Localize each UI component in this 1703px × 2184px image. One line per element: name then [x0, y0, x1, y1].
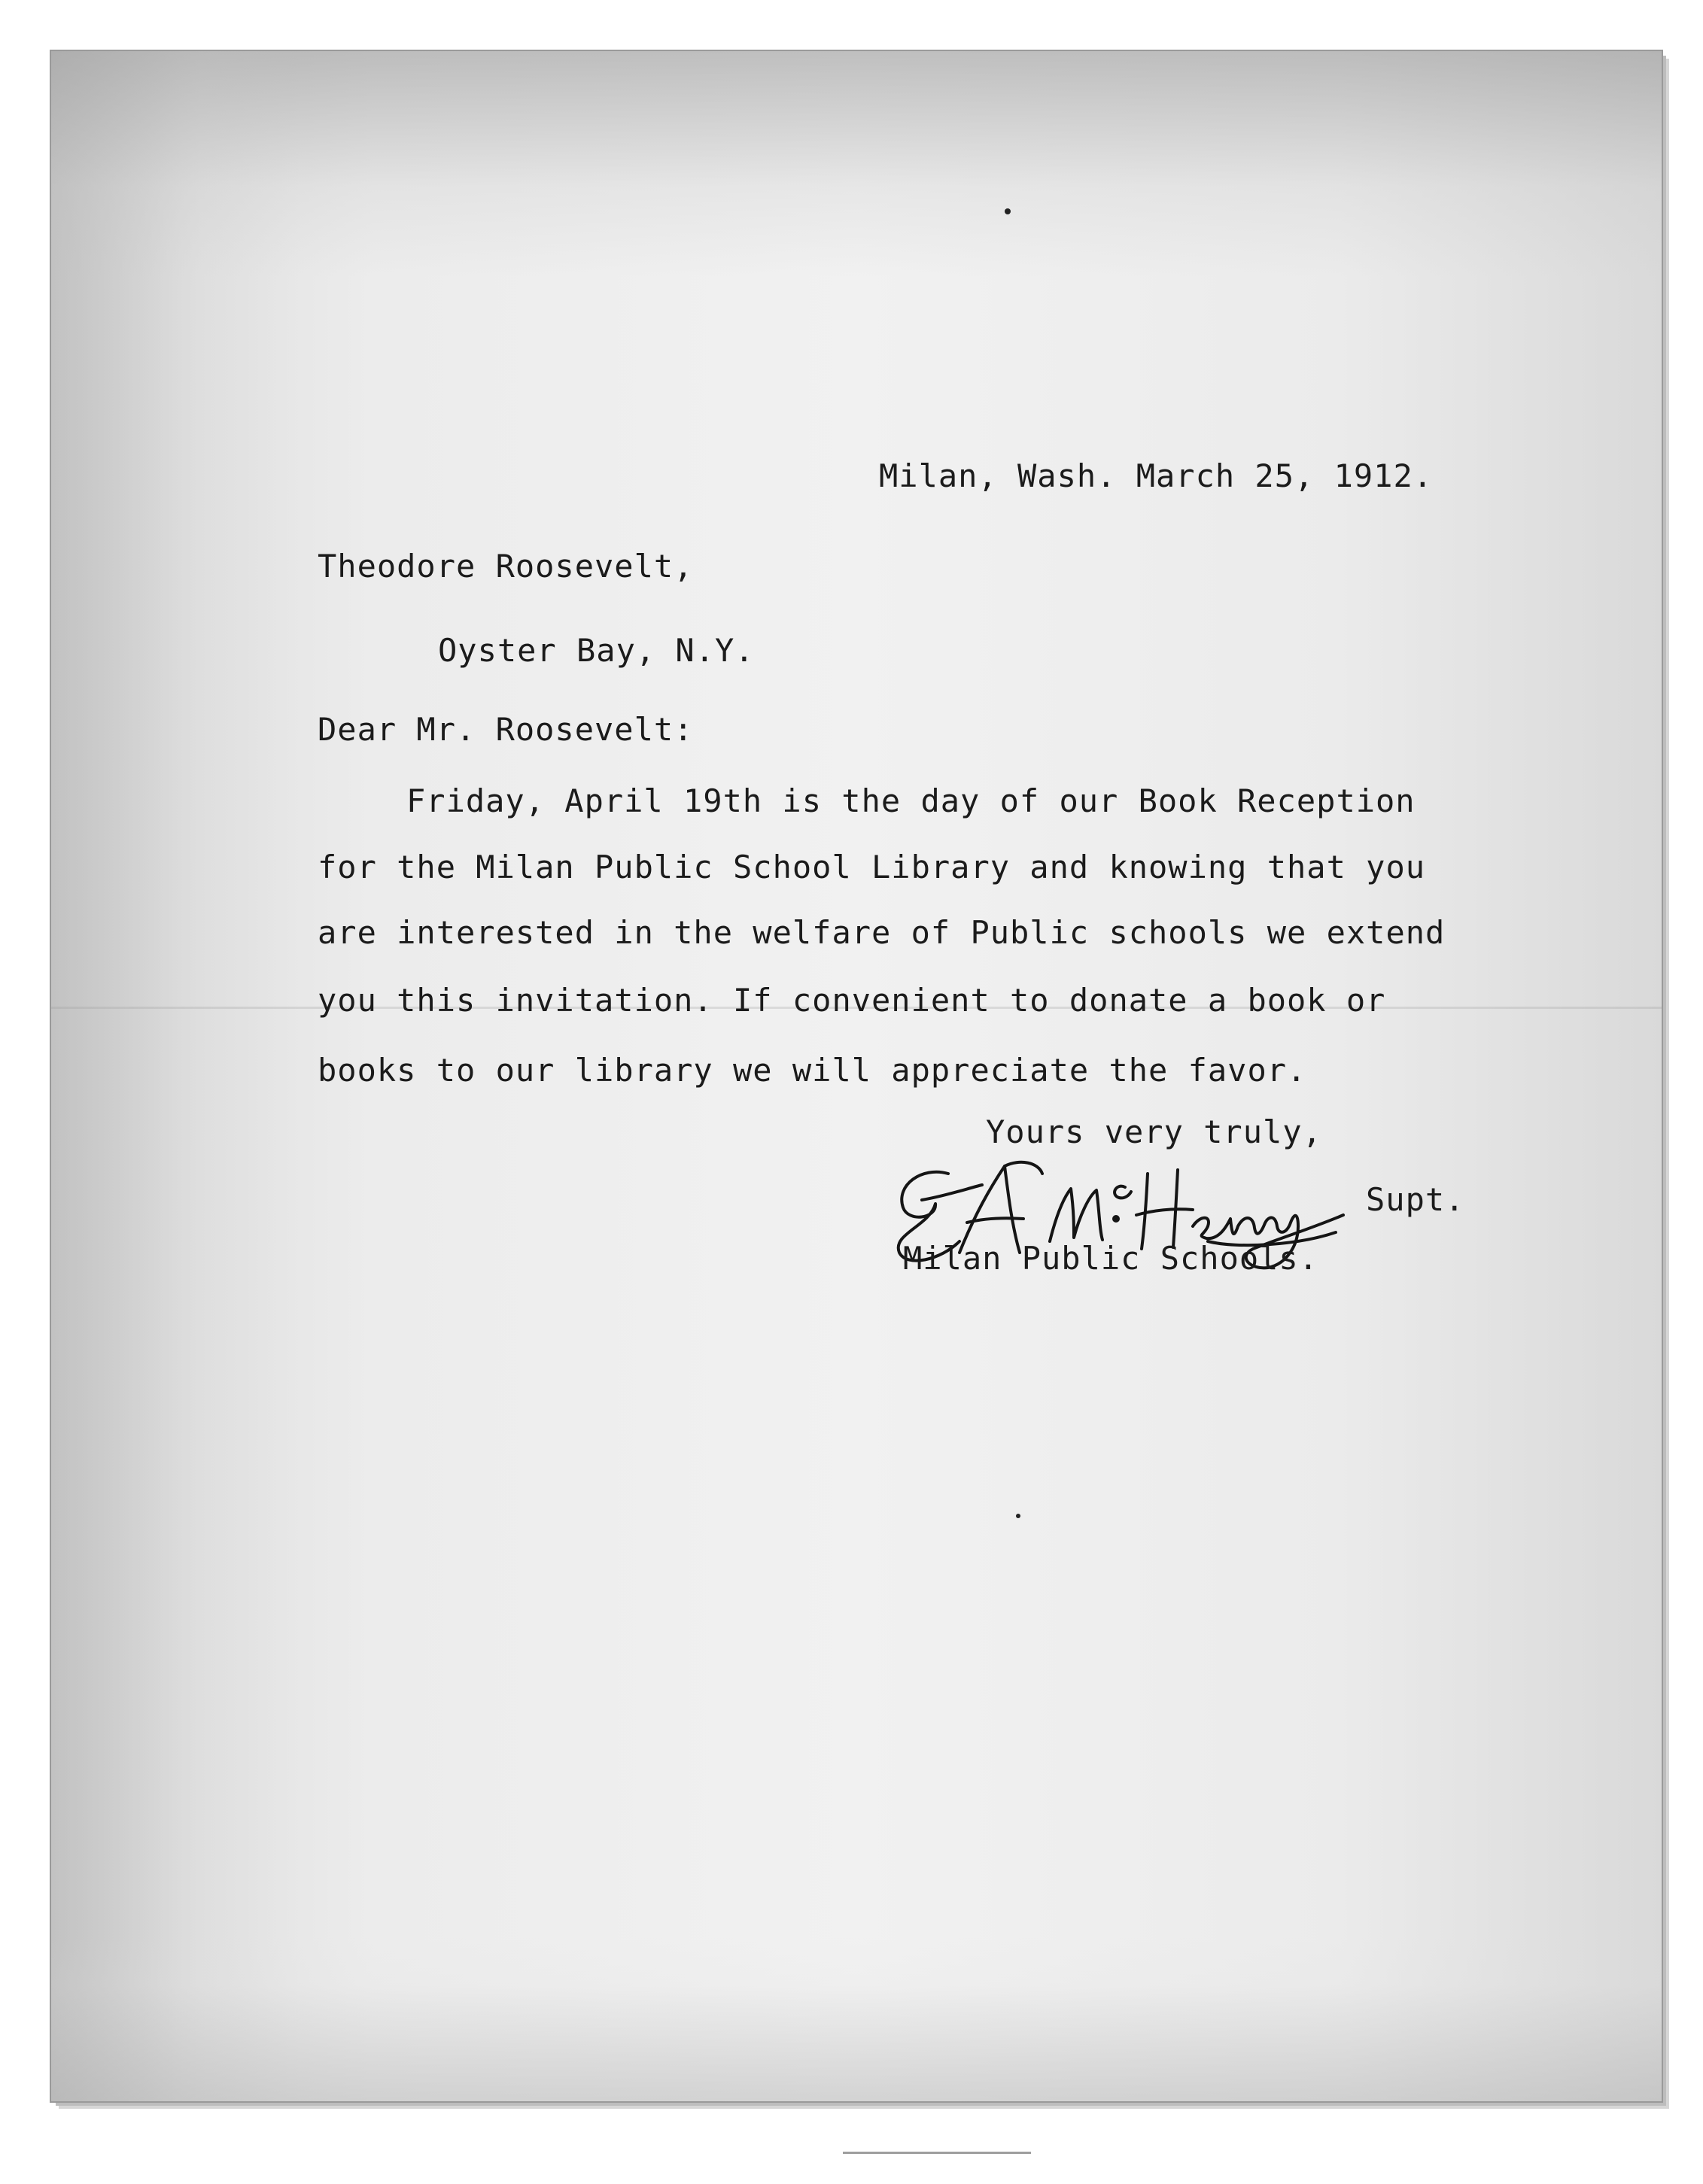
body-line: for the Milan Public School Library and knowing that you [318, 849, 1426, 885]
signer-title: Supt. [1366, 1181, 1465, 1218]
closing: Yours very truly, [986, 1113, 1322, 1150]
recipient-address: Oyster Bay, N.Y. [438, 632, 755, 669]
body-line: Friday, April 19th is the day of our Book Reception [406, 782, 1416, 819]
body-line: you this invitation. If convenient to donate a book or [318, 982, 1386, 1019]
body-line: are interested in the welfare of Public schools we extend [318, 914, 1446, 951]
organization: Milan Public Schools. [903, 1240, 1319, 1277]
ink-speck [1005, 208, 1011, 214]
scan-rule [843, 2152, 1031, 2154]
recipient-name: Theodore Roosevelt, [318, 548, 694, 585]
date-line: Milan, Wash. March 25, 1912. [879, 457, 1434, 494]
ink-speck [1016, 1514, 1020, 1518]
body-line: books to our library we will appreciate the favor. [318, 1052, 1307, 1089]
paper-shadow-bottom [51, 1936, 1662, 2101]
paper-shadow-left [51, 51, 300, 2101]
salutation: Dear Mr. Roosevelt: [318, 711, 694, 748]
